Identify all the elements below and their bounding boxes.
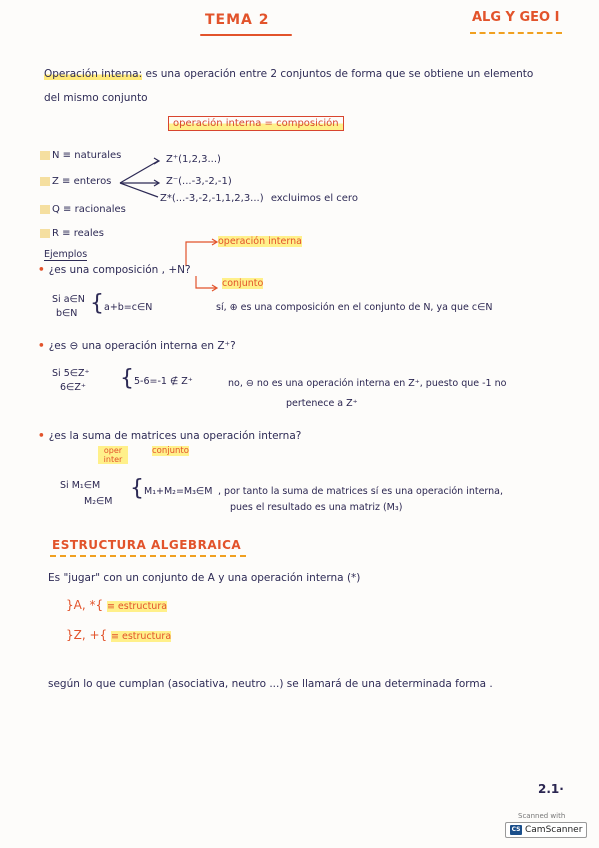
structure-item2-set: }Z, +{ <box>66 628 108 642</box>
structure-closing: según lo que cumplan (asociativa, neutro ...) se llamará de una determinada forma . <box>48 678 493 690</box>
ex2-question: ¿es ⊖ una operación interna en Z⁺? <box>48 340 236 352</box>
ex2-cond1: Si 5∈Z⁺ <box>52 368 90 379</box>
camscanner-logo-icon: CS <box>511 826 521 833</box>
bullet-icon: • <box>38 340 45 352</box>
bullet-icon: • <box>38 430 45 442</box>
set-reals: R ≡ reales <box>40 228 104 239</box>
section-underline <box>50 555 246 557</box>
set-symbol: Z <box>52 176 59 187</box>
integers-star-set: Z*(...-3,-2,-1,1,2,3...) <box>160 193 264 204</box>
ex1-question-row <box>38 264 191 276</box>
set-integers: Z ≡ enteros <box>40 176 111 187</box>
structure-item1-set: }A, *{ <box>66 598 104 612</box>
set-name: reales <box>73 228 105 239</box>
bullet-icon: • <box>38 264 45 276</box>
integers-positive: Z⁺(1,2,3...) <box>166 154 221 165</box>
ex1-conclusion: sí, ⊕ es una composición en el conjunto de N, ya que c∈N <box>216 302 493 313</box>
highlight-mark <box>40 177 50 186</box>
set-naturals: N ≡ naturales <box>40 150 121 161</box>
ex3-cond1: Si M₁∈M <box>60 480 101 491</box>
set-symbol: Q <box>52 204 60 215</box>
title-underline <box>200 34 292 36</box>
label-set: conjunto <box>222 278 264 289</box>
highlight-mark <box>40 205 50 214</box>
ex3-conclusion1: , por tanto la suma de matrices sí es una operación interna, <box>218 486 504 497</box>
brace-icon: { <box>120 366 134 391</box>
structure-item1 <box>66 598 167 612</box>
camscanner-badge <box>505 822 587 838</box>
ex3-cond2: M₂∈M <box>84 496 113 507</box>
highlight-mark <box>40 229 50 238</box>
ex3-question-row <box>38 430 301 442</box>
label-oper-inter: oper inter <box>98 446 128 464</box>
ex1-question: ¿es una composición , +N? <box>48 264 191 276</box>
split-arrows-icon <box>118 155 166 201</box>
ex1-formula: a+b=c∈N <box>104 302 153 313</box>
section-heading: ESTRUCTURA ALGEBRAICA <box>52 538 242 552</box>
examples-heading: Ejemplos <box>44 249 88 260</box>
ex3-question: ¿es la suma de matrices una operación interna? <box>48 430 302 442</box>
brace-icon: { <box>130 476 144 501</box>
brace-icon: { <box>90 291 104 316</box>
structure-item2-label: ≡ estructura <box>111 631 172 642</box>
definition-line1 <box>44 68 533 80</box>
ex2-conclusion1: no, ⊖ no es una operación interna en Z⁺, puesto que -1 no <box>228 378 507 389</box>
definition-text2: del mismo conjunto <box>44 92 148 104</box>
structure-item1-label: ≡ estructura <box>106 601 168 612</box>
label-set-matrix: conjunto <box>152 446 189 456</box>
definition-text1: es una operación entre 2 conjuntos de forma que se obtiene un elemento <box>145 68 534 80</box>
exclude-zero-note: excluimos el cero <box>270 193 358 204</box>
set-name: racionales <box>74 204 126 215</box>
ex2-question-row <box>38 340 236 352</box>
subject-underline <box>470 32 562 34</box>
set-symbol: N <box>52 150 60 161</box>
integers-negative: Z⁻(...-3,-2,-1) <box>166 176 232 187</box>
set-name: enteros <box>73 176 112 187</box>
composition-box: operación interna = composición <box>168 116 344 131</box>
page-number: 2.1· <box>538 782 564 796</box>
structure-intro: Es "jugar" con un conjunto de A y una operación interna (*) <box>48 572 361 584</box>
ex3-conclusion2: pues el resultado es una matriz (M₃) <box>230 502 403 513</box>
ex1-cond1: Si a∈N <box>52 294 85 305</box>
set-name: naturales <box>74 150 122 161</box>
definition-term: Operación interna: <box>44 68 143 80</box>
camscanner-brand: CamScanner <box>525 825 583 835</box>
ex3-formula: M₁+M₂=M₃∈M <box>144 486 213 497</box>
ex2-cond2: 6∈Z⁺ <box>60 382 86 393</box>
page-title: TEMA 2 <box>205 12 270 28</box>
highlight-mark <box>40 151 50 160</box>
subject-label: ALG Y GEO I <box>472 10 560 25</box>
integers-star <box>160 193 358 204</box>
ex2-formula: 5-6=-1 ∉ Z⁺ <box>134 376 193 387</box>
scan-label: Scanned with <box>518 812 566 820</box>
ex1-cond2: b∈N <box>56 308 78 319</box>
structure-item2 <box>66 628 171 642</box>
ex2-conclusion2: pertenece a Z⁺ <box>286 398 358 409</box>
label-internal-operation: operación interna <box>218 236 302 247</box>
set-rationals: Q ≡ racionales <box>40 204 126 215</box>
set-symbol: R <box>52 228 59 239</box>
